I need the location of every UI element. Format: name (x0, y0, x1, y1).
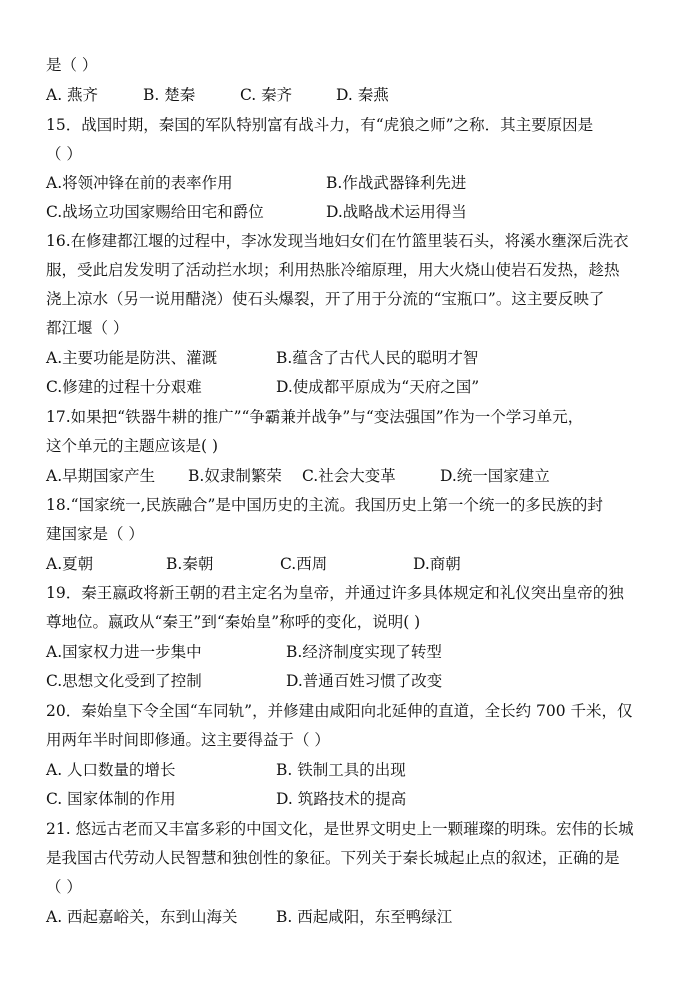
q15-option-a: A.将领冲锋在前的表率作用 (46, 174, 233, 192)
q16-stem-line: 16.在修建都江堰的过程中，李冰发现当地妇女们在竹篮里装石头，将溪水壅深后洗衣 (46, 232, 629, 250)
q19-option-d: D.普通百姓习惯了改变 (286, 672, 443, 690)
q19-stem-line: 尊地位。嬴政从“秦王”到“秦始皇”称呼的变化，说明( ) (46, 613, 421, 631)
q21-option-b: B. 西起咸阳，东至鸭绿江 (276, 908, 453, 926)
q15-option-c: C.战场立功国家赐给田宅和爵位 (46, 203, 264, 221)
q15-option-d: D.战略战术运用得当 (326, 203, 467, 221)
q16-stem-line: 服，受此启发发明了活动拦水坝；利用热胀冷缩原理，用大火烧山使岩石发热，趁热 (46, 261, 620, 279)
q16-option-d: D.使成都平原成为“天府之国” (276, 378, 480, 396)
q19-stem-line: 19．秦王嬴政将新王朝的君主定名为皇帝，并通过许多具体规定和礼仪突出皇帝的独 (46, 584, 624, 602)
q18-option-a: A.夏朝 (46, 555, 94, 573)
q21-stem-line: 是我国古代劳动人民智慧和独创性的象征。下列关于秦长城起止点的叙述，正确的是 (46, 849, 620, 867)
q17-stem-line: 17.如果把“铁器牛耕的推广”“争霸兼并战争”与“变法强国”作为一个学习单元， (46, 408, 584, 426)
q17-option-a: A.早期国家产生 (46, 467, 156, 485)
q17-stem-line: 这个单元的主题应该是( ) (46, 437, 219, 455)
q18-stem-line: 18.“国家统一,民族融合”是中国历史的主流。我国历史上第一个统一的多民族的封 (46, 496, 603, 514)
q20-stem-line: 用两年半时间即修通。这主要得益于（ ） (46, 731, 330, 749)
q14-option-c: C. 秦齐 (240, 86, 293, 104)
q17-option-c: C.社会大变革 (302, 467, 396, 485)
q20-option-c: C. 国家体制的作用 (46, 790, 176, 808)
q14-option-d: D. 秦燕 (336, 86, 389, 104)
q21-option-a: A. 西起嘉峪关，东到山海关 (46, 908, 238, 926)
q20-option-b: B. 铁制工具的出现 (276, 761, 406, 779)
q18-option-d: D.商朝 (413, 555, 461, 573)
q16-option-a: A.主要功能是防洪、灌溉 (46, 349, 218, 367)
q21-stem-line: 21. 悠远古老而又丰富多彩的中国文化，是世界文明史上一颗璀璨的明珠。宏伟的长城 (46, 820, 634, 838)
q14-stem: 是（ ） (46, 56, 98, 74)
q18-stem-line: 建国家是（ ） (46, 525, 144, 543)
q15-stem-line: 15．战国时期，秦国的军队特别富有战斗力，有“虎狼之师”之称．其主要原因是 (46, 116, 594, 134)
q20-option-a: A. 人口数量的增长 (46, 761, 176, 779)
q19-option-a: A.国家权力进一步集中 (46, 643, 202, 661)
q20-stem-line: 20．秦始皇下令全国“车同轨”，并修建由咸阳向北延伸的直道，全长约 700 千米，仅 (46, 702, 633, 720)
q17-option-b: B.奴隶制繁荣 (188, 467, 282, 485)
q20-option-d: D. 筑路技术的提高 (276, 790, 407, 808)
q19-option-c: C.思想文化受到了控制 (46, 672, 202, 690)
q19-option-b: B.经济制度实现了转型 (286, 643, 442, 661)
q16-option-b: B.蕴含了古代人民的聪明才智 (276, 349, 479, 367)
q15-option-b: B.作战武器锋利先进 (326, 174, 467, 192)
q16-stem-line: 浇上凉水（另一说用醋浇）使石头爆裂，开了用于分流的“宝瓶口”。这主要反映了 (46, 290, 605, 308)
q15-stem-line: （ ） (46, 145, 82, 163)
q16-stem-line: 都江堰（ ） (46, 319, 129, 337)
q21-stem-line: （ ） (46, 878, 82, 896)
q18-option-b: B.秦朝 (166, 555, 214, 573)
q17-option-d: D.统一国家建立 (440, 467, 550, 485)
q14-option-a: A. 燕齐 (46, 86, 99, 104)
q14-option-b: B. 楚秦 (143, 86, 196, 104)
q18-option-c: C.西周 (280, 555, 328, 573)
q16-option-c: C.修建的过程十分艰难 (46, 378, 202, 396)
